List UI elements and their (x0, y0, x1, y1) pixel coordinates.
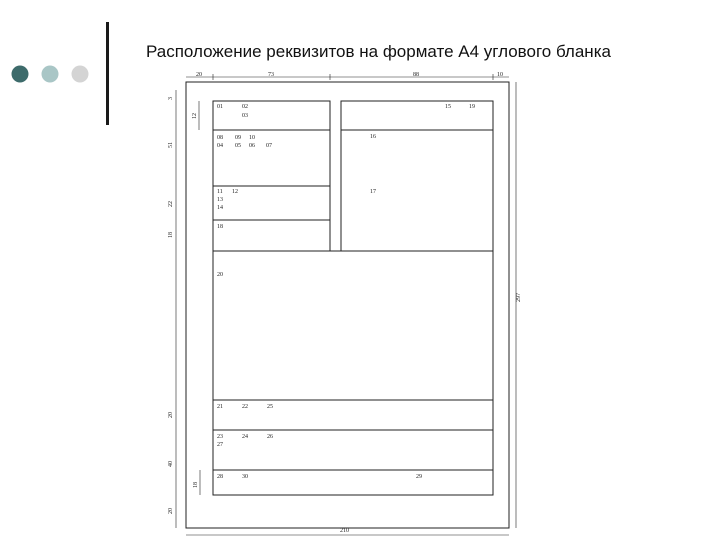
field-number: 25 (267, 404, 273, 410)
field-number: 22 (242, 404, 248, 410)
field-number: 19 (469, 104, 475, 110)
block-body (213, 251, 493, 495)
dim-right-label: 297 (516, 293, 522, 302)
field-number: 26 (267, 434, 273, 440)
field-number: 13 (217, 197, 223, 203)
dim-left-label: 12 (192, 113, 198, 119)
field-number: 21 (217, 404, 223, 410)
field-number: 14 (217, 205, 223, 211)
field-number: 30 (242, 474, 248, 480)
field-number: 11 (217, 189, 223, 195)
dim-left-label: 20 (168, 508, 174, 514)
dim-top-label: 10 (497, 72, 503, 78)
field-number: 29 (416, 474, 422, 480)
dim-left-label: 51 (168, 142, 174, 148)
field-number: 06 (249, 143, 255, 149)
field-number: 24 (242, 434, 248, 440)
dim-left-label: 40 (168, 461, 174, 467)
field-number: 03 (242, 113, 248, 119)
field-number: 16 (370, 134, 376, 140)
field-number: 01 (217, 104, 223, 110)
dim-left-label: 18 (193, 482, 199, 488)
dim-top-label: 20 (196, 72, 202, 78)
block-top-right (341, 101, 493, 251)
field-number: 08 (217, 135, 223, 141)
field-number: 07 (266, 143, 272, 149)
field-number: 12 (232, 189, 238, 195)
slide-title: Расположение реквизитов на формате А4 углового бланка (146, 42, 611, 61)
dim-left-label: 20 (168, 412, 174, 418)
dim-left-label: 22 (168, 201, 174, 207)
field-number: 18 (217, 224, 223, 230)
field-number: 05 (235, 143, 241, 149)
dim-left-label: 3 (168, 97, 174, 100)
field-number: 28 (217, 474, 223, 480)
field-number: 04 (217, 143, 223, 149)
field-number: 09 (235, 135, 241, 141)
dim-bottom-label: 210 (340, 528, 349, 534)
dim-top-label: 88 (413, 72, 419, 78)
dim-top-label: 73 (268, 72, 274, 78)
field-number: 02 (242, 104, 248, 110)
dim-left-label: 18 (168, 232, 174, 238)
block-top-left (213, 101, 330, 251)
field-number: 20 (217, 272, 223, 278)
field-number: 15 (445, 104, 451, 110)
field-number: 17 (370, 189, 376, 195)
field-number: 23 (217, 434, 223, 440)
field-number: 27 (217, 442, 223, 448)
field-number: 10 (249, 135, 255, 141)
